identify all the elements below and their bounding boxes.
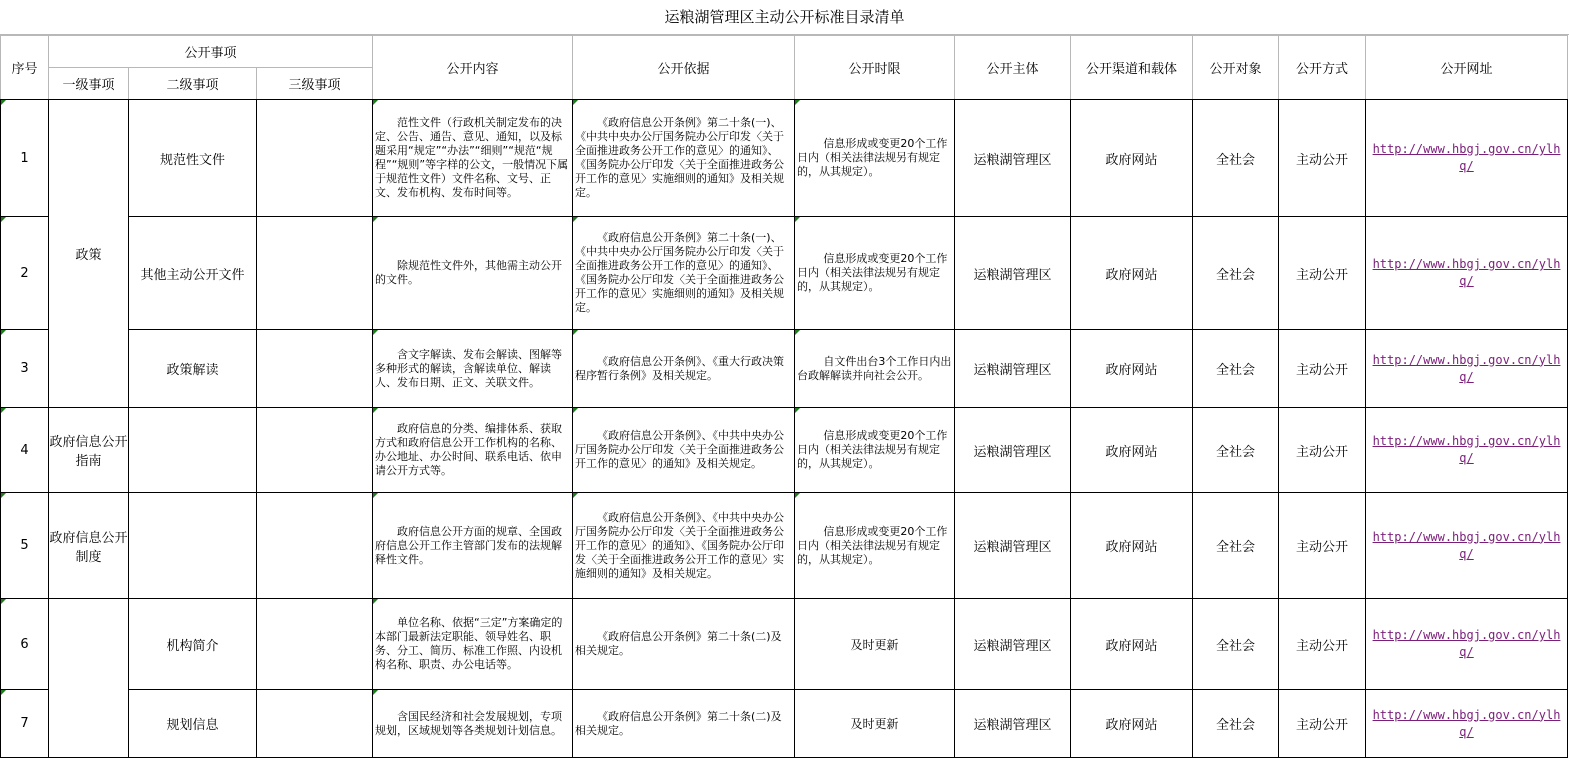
cell-content[interactable]: 政府信息公开方面的规章、全国政府信息公开工作主管部门发布的法规解释性文件。 [373,493,573,599]
cell-method[interactable]: 主动公开 [1279,690,1366,758]
cell-basis[interactable]: 《政府信息公开条例》第二十条(一)、《中共中央办公厅国务院办公厅印发〈关于全面推进政务公开工作的意见〉的通知》、《国务院办公厅印发〈关于全面推进政务公开工作的意见〉实施细则的通知》及相关规定。 [573,100,795,217]
cell-limit[interactable]: 信息形成或变更20个工作日内（相关法律法规另有规定的，从其规定）。 [795,100,955,217]
header-level3[interactable]: 三级事项 [257,68,373,100]
cell-channel[interactable]: 政府网站 [1071,330,1193,408]
cell-group-guide[interactable]: 政府信息公开指南 [49,408,129,493]
header-limit[interactable]: 公开时限 [795,36,955,100]
header-url[interactable]: 公开网址 [1366,36,1568,100]
cell-seq[interactable]: 7 [1,690,49,758]
header-method[interactable]: 公开方式 [1279,36,1366,100]
cell-level2[interactable]: 其他主动公开文件 [129,217,257,330]
cell-level3[interactable] [257,690,373,758]
header-items[interactable]: 公开事项 [49,36,373,68]
cell-channel[interactable]: 政府网站 [1071,100,1193,217]
cell-level3[interactable] [257,100,373,217]
cell-subject[interactable]: 运粮湖管理区 [955,493,1071,599]
cell-method[interactable]: 主动公开 [1279,330,1366,408]
header-content[interactable]: 公开内容 [373,36,573,100]
cell-target[interactable]: 全社会 [1193,217,1279,330]
cell-limit[interactable]: 及时更新 [795,690,955,758]
page-title: 运粮湖管理区主动公开标准目录清单 [0,0,1569,35]
cell-seq[interactable]: 4 [1,408,49,493]
cell-basis[interactable]: 《政府信息公开条例》、《中共中央办公厅国务院办公厅印发〈关于全面推进政务公开工作的意见〉的通知》及相关规定。 [573,408,795,493]
cell-content[interactable]: 范性文件（行政机关制定发布的决定、公告、通告、意见、通知，以及标题采用“规定”“办法”“细则”“规范“规程”“规则”等字样的公文，一般情况下属于规范性文件）文件名称、文号、正文、发布机构、发布时间等。 [373,100,573,217]
cell-url-link[interactable]: http://www.hbgj.gov.cn/ylhq/ [1366,100,1568,217]
cell-basis[interactable]: 《政府信息公开条例》第二十条(二)及相关规定。 [573,690,795,758]
cell-channel[interactable]: 政府网站 [1071,217,1193,330]
cell-level2[interactable] [129,493,257,599]
cell-target[interactable]: 全社会 [1193,330,1279,408]
cell-subject[interactable]: 运粮湖管理区 [955,330,1071,408]
cell-limit[interactable]: 信息形成或变更20个工作日内（相关法律法规另有规定的，从其规定）。 [795,217,955,330]
cell-level2[interactable]: 机构简介 [129,599,257,690]
table-row [1,408,1568,493]
table-row [1,599,1568,690]
cell-seq[interactable]: 3 [1,330,49,408]
cell-level3[interactable] [257,599,373,690]
cell-limit[interactable]: 信息形成或变更20个工作日内（相关法律法规另有规定的，从其规定）。 [795,493,955,599]
cell-subject[interactable]: 运粮湖管理区 [955,100,1071,217]
header-subject[interactable]: 公开主体 [955,36,1071,100]
cell-url-link[interactable]: http://www.hbgj.gov.cn/ylhq/ [1366,217,1568,330]
cell-content[interactable]: 除规范性文件外，其他需主动公开的文件。 [373,217,573,330]
cell-limit[interactable]: 及时更新 [795,599,955,690]
header-level2[interactable]: 二级事项 [129,68,257,100]
cell-target[interactable]: 全社会 [1193,100,1279,217]
table-row [1,330,1568,408]
cell-content[interactable]: 含国民经济和社会发展规划，专项规划，区域规划等各类规划计划信息。 [373,690,573,758]
cell-seq[interactable]: 2 [1,217,49,330]
catalog-table [0,35,1568,758]
cell-level2[interactable]: 规划信息 [129,690,257,758]
cell-method[interactable]: 主动公开 [1279,599,1366,690]
header-seq[interactable]: 序号 [1,36,49,100]
table-row [1,690,1568,758]
cell-content[interactable]: 政府信息的分类、编排体系、获取方式和政府信息公开工作机构的名称、办公地址、办公时间、联系电话、依申请公开方式等。 [373,408,573,493]
cell-url-link[interactable]: http://www.hbgj.gov.cn/ylhq/ [1366,599,1568,690]
cell-target[interactable]: 全社会 [1193,493,1279,599]
header-channel[interactable]: 公开渠道和载体 [1071,36,1193,100]
cell-content[interactable]: 单位名称、依据“三定”方案确定的本部门最新法定职能、领导姓名、职务、分工、简历、标准工作照、内设机构名称、职责、办公电话等。 [373,599,573,690]
cell-level3[interactable] [257,330,373,408]
cell-basis[interactable]: 《政府信息公开条例》第二十条(二)及相关规定。 [573,599,795,690]
cell-url-link[interactable]: http://www.hbgj.gov.cn/ylhq/ [1366,690,1568,758]
cell-seq[interactable]: 5 [1,493,49,599]
cell-channel[interactable]: 政府网站 [1071,690,1193,758]
cell-method[interactable]: 主动公开 [1279,493,1366,599]
cell-basis[interactable]: 《政府信息公开条例》、《中共中央办公厅国务院办公厅印发〈关于全面推进政务公开工作的意见〉的通知》、《国务院办公厅印发〈关于全面推进政务公开工作的意见〉实施细则的通知》及相关规定。 [573,493,795,599]
cell-level2[interactable] [129,408,257,493]
cell-url-link[interactable]: http://www.hbgj.gov.cn/ylhq/ [1366,408,1568,493]
cell-content[interactable]: 含文字解读、发布会解读、图解等多种形式的解读，含解读单位、解读人、发布日期、正文、关联文件。 [373,330,573,408]
cell-target[interactable]: 全社会 [1193,408,1279,493]
cell-method[interactable]: 主动公开 [1279,408,1366,493]
cell-group-empty[interactable] [49,599,129,758]
cell-url-link[interactable]: http://www.hbgj.gov.cn/ylhq/ [1366,493,1568,599]
cell-level3[interactable] [257,408,373,493]
cell-channel[interactable]: 政府网站 [1071,408,1193,493]
cell-limit[interactable]: 信息形成或变更20个工作日内（相关法律法规另有规定的，从其规定）。 [795,408,955,493]
header-basis[interactable]: 公开依据 [573,36,795,100]
cell-method[interactable]: 主动公开 [1279,100,1366,217]
cell-subject[interactable]: 运粮湖管理区 [955,217,1071,330]
header-target[interactable]: 公开对象 [1193,36,1279,100]
table-row [1,217,1568,330]
cell-subject[interactable]: 运粮湖管理区 [955,408,1071,493]
cell-channel[interactable]: 政府网站 [1071,599,1193,690]
cell-seq[interactable]: 1 [1,100,49,217]
cell-group-policy[interactable]: 政策 [49,100,129,408]
table-row [1,493,1568,599]
cell-level3[interactable] [257,493,373,599]
cell-basis[interactable]: 《政府信息公开条例》第二十条(一)、《中共中央办公厅国务院办公厅印发〈关于全面推进政务公开工作的意见〉的通知》、《国务院办公厅印发〈关于全面推进政务公开工作的意见〉实施细则的通知》及相关规定。 [573,217,795,330]
cell-method[interactable]: 主动公开 [1279,217,1366,330]
cell-group-system[interactable]: 政府信息公开制度 [49,493,129,599]
cell-target[interactable]: 全社会 [1193,599,1279,690]
cell-level2[interactable]: 规范性文件 [129,100,257,217]
cell-subject[interactable]: 运粮湖管理区 [955,599,1071,690]
cell-channel[interactable]: 政府网站 [1071,493,1193,599]
cell-level2[interactable]: 政策解读 [129,330,257,408]
cell-target[interactable]: 全社会 [1193,690,1279,758]
cell-level3[interactable] [257,217,373,330]
cell-basis[interactable]: 《政府信息公开条例》、《重大行政决策程序暂行条例》及相关规定。 [573,330,795,408]
cell-url-link[interactable]: http://www.hbgj.gov.cn/ylhq/ [1366,330,1568,408]
table-row [1,100,1568,217]
cell-subject[interactable]: 运粮湖管理区 [955,690,1071,758]
cell-limit[interactable]: 自文件出台3个工作日内出台政解解读并向社会公开。 [795,330,955,408]
header-level1[interactable]: 一级事项 [49,68,129,100]
cell-seq[interactable]: 6 [1,599,49,690]
